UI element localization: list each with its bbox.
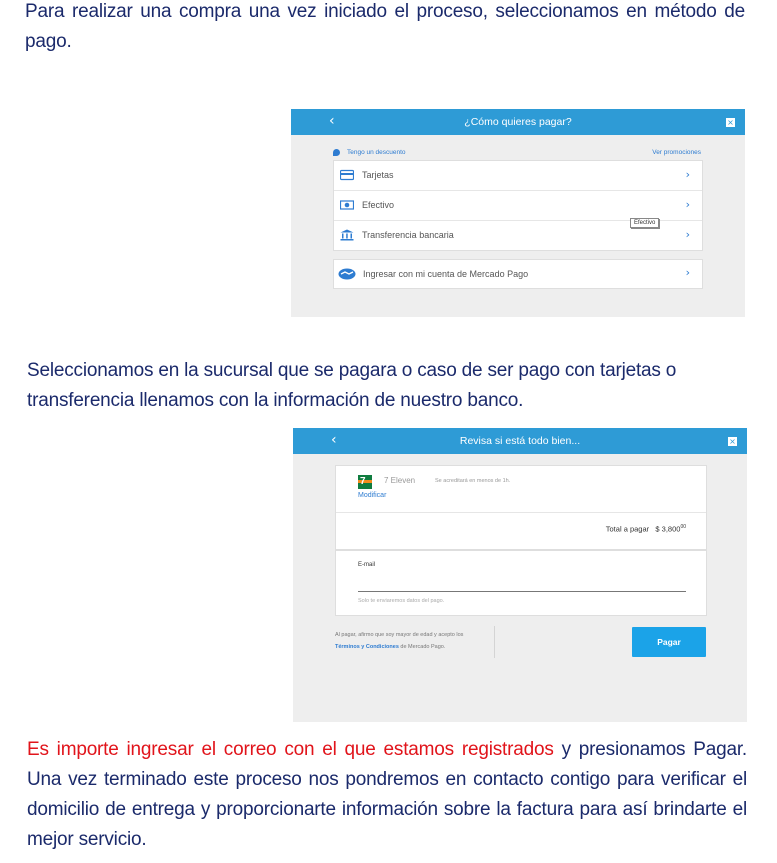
modify-link[interactable]: Modificar: [358, 492, 387, 499]
payment-option-cards[interactable]: [334, 161, 702, 191]
mercado-pago-login[interactable]: [333, 259, 703, 289]
divider: [336, 512, 706, 513]
pay-button[interactable]: Pagar: [632, 627, 706, 657]
intro-paragraph: Para realizar una compra una vez iniciado el proceso, seleccionamos en método de pago.: [25, 1, 745, 52]
payment-option-cash[interactable]: [334, 191, 702, 221]
third-paragraph: [27, 735, 747, 855]
review-header: [293, 428, 747, 454]
email-hint: Solo te enviaremos datos del pago.: [358, 598, 445, 604]
mercado-pago-label: Ingresar con mi cuenta de Mercado Pago: [363, 269, 529, 279]
email-field[interactable]: [358, 591, 686, 592]
back-icon[interactable]: ‹: [329, 113, 335, 129]
terms-prefix: Al pagar, afirmo que soy mayor de edad y acepto los: [335, 632, 464, 638]
chevron-right-icon: ›: [685, 198, 690, 211]
tooltip: Efectivo: [630, 218, 659, 228]
back-icon[interactable]: ‹: [331, 432, 337, 448]
terms-text: [335, 629, 485, 653]
store-delay: Se acreditará en menos de 1h.: [435, 478, 511, 484]
payment-method-list: [333, 160, 703, 251]
total-to-pay: [606, 524, 686, 534]
handshake-icon: [338, 268, 356, 280]
chevron-right-icon: ›: [685, 266, 690, 279]
card-icon: [340, 169, 354, 181]
vertical-divider: [494, 626, 495, 658]
terms-suffix: de Mercado Pago.: [398, 644, 446, 650]
option-label: Efectivo: [362, 200, 395, 210]
total-cents: 00: [680, 524, 686, 530]
bank-icon: [340, 229, 354, 241]
email-card: [335, 550, 707, 616]
payment-method-title: ¿Cómo quieres pagar?: [464, 116, 572, 128]
chevron-right-icon: ›: [685, 168, 690, 181]
terms-link[interactable]: Términos y Condiciones: [335, 644, 399, 650]
review-title: Revisa si está todo bien...: [459, 435, 581, 447]
chevron-right-icon: ›: [685, 228, 690, 241]
seven-eleven-logo-icon: 7: [358, 475, 372, 489]
rest-text: y presionamos Pagar. Una vez terminado este proceso nos pondremos en contacto contigo para verificar el domicilio de entrega y proporcionarte información sobre la factura para así brindarte el mejor servicio.: [27, 739, 747, 850]
promotions-link[interactable]: Ver promociones: [652, 149, 701, 156]
discount-row: [333, 147, 701, 159]
cash-icon: [340, 199, 354, 211]
discount-link[interactable]: Tengo un descuento: [347, 149, 406, 156]
total-label: Total a pagar: [605, 524, 650, 534]
payment-method-screenshot: [291, 109, 745, 317]
highlight-text: Es importe ingresar el correo con el que estamos registrados: [27, 739, 554, 760]
option-label: Transferencia bancaria: [362, 230, 454, 240]
tag-icon: [333, 149, 340, 156]
option-label: Tarjetas: [362, 170, 394, 180]
second-paragraph: Seleccionamos en la sucursal que se pagara o caso de ser pago con tarjetas o transferencia llenamos con la información de nuestro banco.: [27, 360, 677, 411]
total-amount: $ 3,800: [655, 524, 681, 534]
payment-method-header: [291, 109, 745, 135]
review-screenshot: [293, 428, 747, 722]
store-name: 7 Eleven: [384, 476, 416, 485]
email-label: E-mail: [358, 562, 376, 568]
close-icon[interactable]: ×: [729, 437, 736, 446]
store-summary-card: [335, 465, 707, 550]
close-icon[interactable]: ×: [727, 118, 734, 127]
